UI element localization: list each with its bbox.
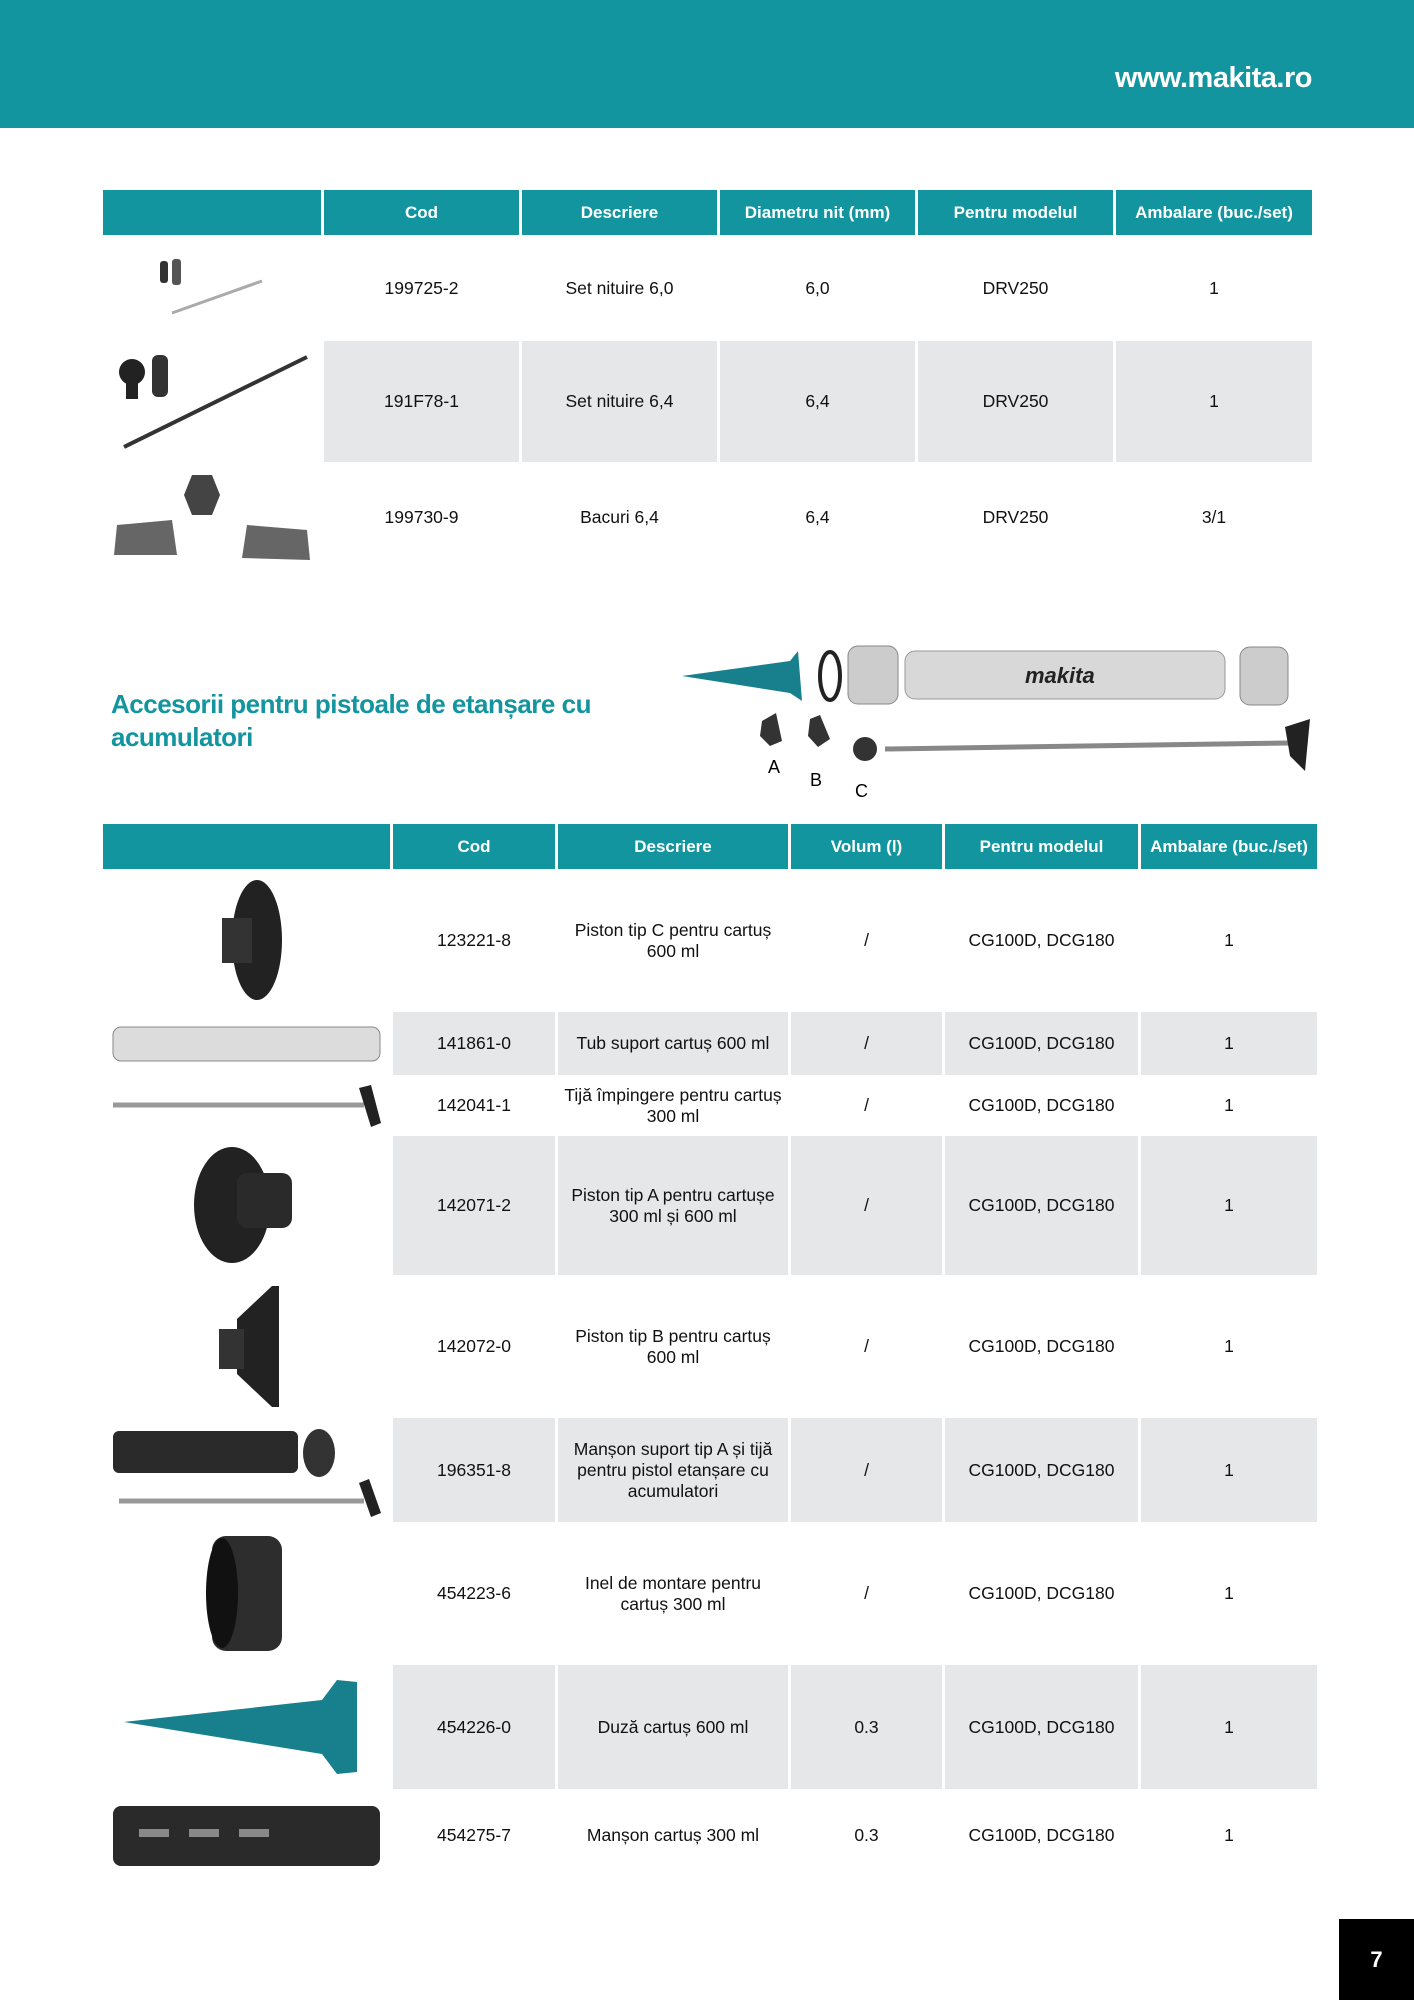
column-header-model: Pentru modelul [918,190,1113,235]
product-image-rivet-set [103,235,321,341]
description-cell: Set nituire 6,0 [565,277,674,298]
pack-cell: 1 [1141,1012,1317,1075]
pack-cell: 1 [1209,277,1219,298]
product-image-push-rod [103,1075,390,1136]
description-cell: Piston tip C pentru cartuș 600 ml [574,919,772,961]
product-image-piston-a [103,1136,390,1275]
diameter-cell: 6,4 [720,341,915,462]
page-number: 7 [1339,1919,1414,2000]
pack-cell: 1 [1141,1136,1317,1275]
model-cell: CG100D, DCG180 [968,1583,1115,1603]
table-row [103,1012,1317,1075]
table-row [103,1789,1317,1882]
pack-cell: 1 [1224,930,1234,950]
table-row [103,1418,1317,1522]
description-cell: Inel de montare pentru cartuș 300 ml [584,1572,762,1614]
code-cell: 454223-6 [437,1583,511,1603]
pack-cell: 3/1 [1201,507,1227,527]
table-row [103,341,1312,462]
volume-cell: / [864,1583,869,1603]
column-header-code: Cod [393,824,555,869]
pack-cell: 1 [1224,1583,1234,1603]
pack-cell: 1 [1224,1336,1234,1356]
volume-cell: / [791,1418,942,1522]
description-cell: Manșon cartuș 300 ml [586,1825,760,1845]
table-row [103,1136,1317,1275]
description-cell: Tub suport cartuș 600 ml [558,1012,788,1075]
column-header-diameter: Diametru nit (mm) [720,190,915,235]
model-cell: CG100D, DCG180 [945,1665,1138,1789]
volume-cell: / [864,930,869,950]
model-cell: CG100D, DCG180 [945,1012,1138,1075]
table-row [103,1522,1317,1665]
section-title: Accesorii pentru pistoale de etanșare cu acumulatori [111,689,591,752]
model-cell: DRV250 [982,277,1049,298]
pack-cell: 1 [1116,341,1312,462]
model-cell: CG100D, DCG180 [968,1825,1115,1845]
table-row [103,869,1317,1012]
hero-label-a: A [768,757,781,777]
code-cell: 142071-2 [393,1136,555,1275]
description-cell: Bacuri 6,4 [580,507,659,527]
column-header-pack: Ambalare (buc./set) [1116,190,1312,235]
hero-brand-logo: makita [1025,663,1095,688]
product-image-mounting-ring [103,1522,390,1665]
column-header-image [103,824,390,869]
table-row [103,1275,1317,1418]
product-image-nozzle [103,1665,390,1789]
pack-cell: 1 [1141,1418,1317,1522]
table-row [103,235,1312,341]
model-cell: CG100D, DCG180 [968,1336,1115,1356]
diameter-cell: 6,0 [805,277,830,298]
description-cell: Piston tip B pentru cartuș 600 ml [575,1325,771,1367]
code-cell: 142041-1 [437,1095,511,1115]
model-cell: DRV250 [918,341,1113,462]
product-image-sleeve-and-rod [103,1418,390,1522]
header-bar [0,0,1414,128]
volume-cell: / [864,1095,869,1115]
product-image-rivet-set [103,341,321,462]
code-cell: 191F78-1 [324,341,519,462]
sealant-gun-accessories-image [680,631,1313,803]
column-header-volume: Volum (l) [791,824,942,869]
code-cell: 123221-8 [437,930,511,950]
volume-cell: 0.3 [791,1665,942,1789]
product-image-piston-b [103,1275,390,1418]
sealant-gun-accessories-table [100,824,1320,1882]
rivet-accessories-table [100,190,1315,573]
model-cell: CG100D, DCG180 [968,930,1115,950]
volume-cell: / [791,1136,942,1275]
code-cell: 142072-0 [437,1336,511,1356]
code-cell: 199730-9 [384,507,459,527]
column-header-code: Cod [324,190,519,235]
model-cell: DRV250 [982,507,1049,527]
column-header-description: Descriere [558,824,788,869]
product-image-tube [103,1012,390,1075]
model-cell: CG100D, DCG180 [945,1418,1138,1522]
column-header-image [103,190,321,235]
code-cell: 196351-8 [393,1418,555,1522]
volume-cell: 0.3 [854,1825,879,1845]
code-cell: 454275-7 [437,1825,511,1845]
hero-label-b: B [810,770,823,790]
volume-cell: / [791,1012,942,1075]
website-url: www.makita.ro [1114,62,1312,94]
table-row [103,1665,1317,1789]
volume-cell: / [864,1336,869,1356]
description-cell: Duză cartuș 600 ml [558,1665,788,1789]
table-row [103,1075,1317,1136]
model-cell: CG100D, DCG180 [945,1136,1138,1275]
pack-cell: 1 [1224,1095,1234,1115]
column-header-pack: Ambalare (buc./set) [1141,824,1317,869]
code-cell: 199725-2 [384,277,459,298]
description-cell: Manșon suport tip A și tijă pentru pistol etanșare cu acumulatori [558,1418,788,1522]
hero-label-c: C [855,781,868,801]
table-header [103,190,1312,235]
description-cell: Set nituire 6,4 [522,341,717,462]
code-cell: 141861-0 [393,1012,555,1075]
diameter-cell: 6,4 [805,507,830,527]
description-cell: Tijă împingere pentru cartuș 300 ml [564,1084,782,1126]
description-cell: Piston tip A pentru cartușe 300 ml și 600 ml [558,1136,788,1275]
column-header-model: Pentru modelul [945,824,1138,869]
product-image-jaws [103,462,321,573]
code-cell: 454226-0 [393,1665,555,1789]
model-cell: CG100D, DCG180 [968,1095,1115,1115]
product-image-piston-c [103,869,390,1012]
pack-cell: 1 [1224,1825,1234,1845]
product-image-cartridge-sleeve [103,1789,390,1882]
table-header [103,824,1317,869]
table-row [103,462,1312,573]
column-header-description: Descriere [522,190,717,235]
pack-cell: 1 [1141,1665,1317,1789]
